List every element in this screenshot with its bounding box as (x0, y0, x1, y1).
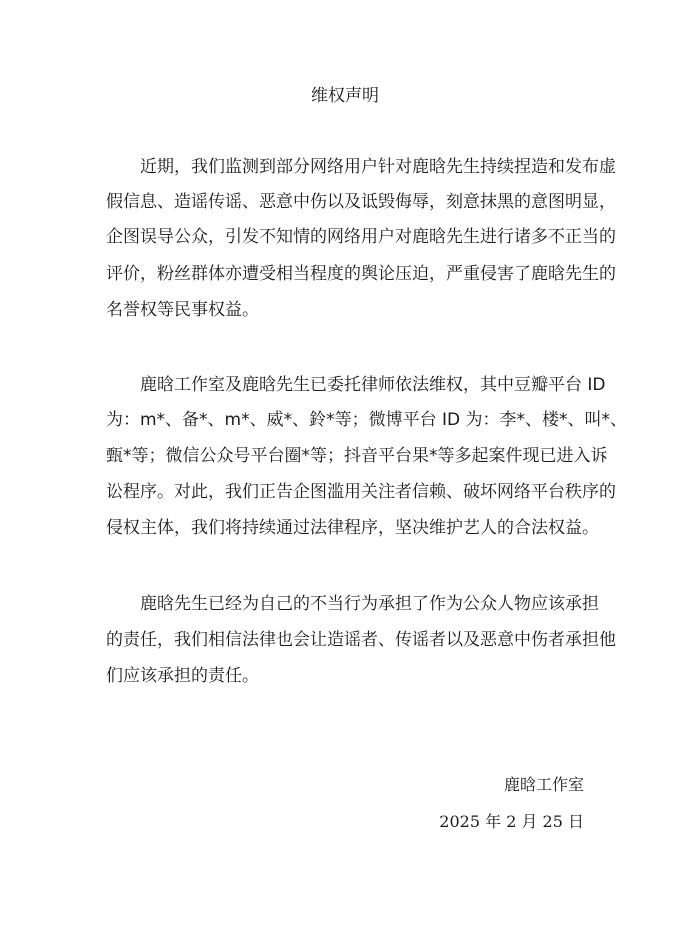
paragraph-2-line-2: 为：m*、备*、m*、威*、鈴*等；微博平台 ID 为：李*、楼*、叫*、 (106, 410, 628, 430)
paragraph-2-line-5: 侵权主体，我们将持续通过法律程序，坚决维护艺人的合法权益。 (106, 518, 599, 538)
paragraph-1-line-5: 名誉权等民事权益。 (106, 300, 259, 320)
signature-studio-name: 鹿晗工作室 (503, 775, 584, 794)
paragraph-1-line-3: 企图误导公众，引发不知情的网络用户对鹿晗先生进行诸多不正当的 (106, 227, 616, 247)
paragraph-1-line-2: 假信息、造谣传谣、恶意中伤以及诋毁侮辱，刻意抹黑的意图明显， (106, 192, 616, 212)
paragraph-2-line-3: 甄*等；微信公众号平台圈*等；抖音平台果*等多起案件现已进入诉 (106, 446, 608, 466)
paragraph-1-line-1: 近期，我们监测到部分网络用户针对鹿晗先生持续捏造和发布虚 (140, 157, 616, 177)
paragraph-1-line-4: 评价，粉丝群体亦遭受相当程度的舆论压迫，严重侵害了鹿晗先生的 (106, 264, 616, 284)
document-title: 维权声明 (311, 86, 379, 106)
signature-date: 2025 年 2 月 25 日 (439, 812, 584, 831)
paragraph-2-line-4: 讼程序。对此，我们正告企图滥用关注者信赖、破坏网络平台秩序的 (106, 482, 616, 502)
paragraph-2-line-1: 鹿晗工作室及鹿晗先生已委托律师依法维权，其中豆瓣平台 ID (140, 375, 606, 395)
paragraph-3-line-3: 们应该承担的责任。 (106, 666, 259, 686)
paragraph-3-line-2: 的责任，我们相信法律也会让造谣者、传谣者以及恶意中伤者承担他 (106, 630, 616, 650)
paragraph-3-line-1: 鹿晗先生已经为自己的不当行为承担了作为公众人物应该承担 (140, 594, 599, 614)
